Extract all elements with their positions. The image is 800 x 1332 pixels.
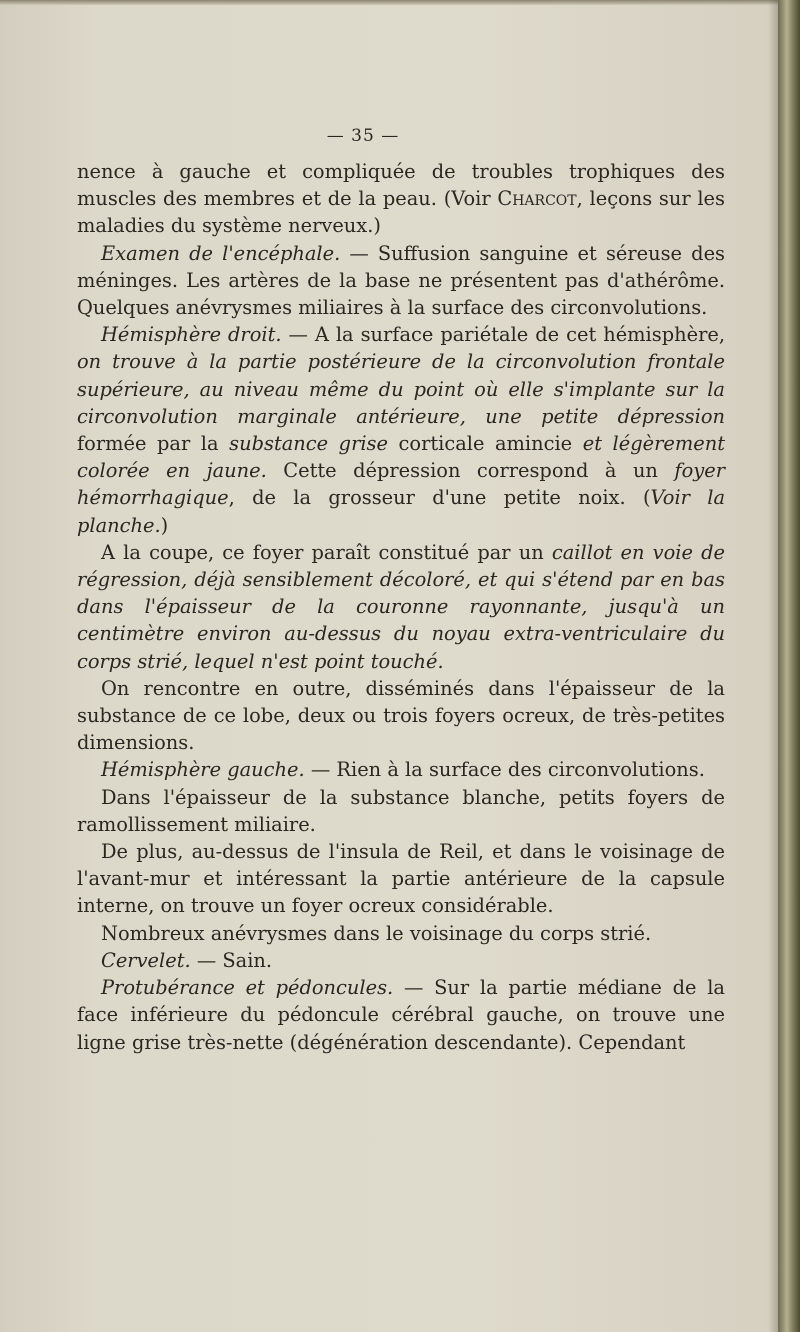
section-heading: Examen de l'encéphale. [101, 241, 341, 265]
binding-shadow [768, 0, 778, 1332]
section-heading: Hémisphère gauche. [101, 758, 305, 782]
paragraph-1: nence à gauche et compliquée de troubles trophiques des muscles des membres et de la peau. (Voir Charcot, leçons sur les maladies du système nerveux.) [77, 160, 725, 238]
paragraph-insula: De plus, au-dessus de l'insula de Reil, et dans le voisinage de l'avant-mur et intéressant la partie antérieure de la capsule interne, on trouve un foyer ocreux considérable. [77, 840, 725, 918]
page-top-edge [0, 0, 800, 5]
paragraph-substance-blanche: Dans l'épaisseur de la substance blanche, petits foyers de ramollissement miliaire. [77, 785, 725, 836]
section-heading: Cervelet. [101, 948, 191, 972]
paragraph-cervelet: Cervelet. — Sain. [101, 948, 273, 972]
paragraph-hemisphere-droit: Hémisphère droit. — A la surface pariétale de cet hémisphère, on trouve à la partie postérieure de la circonvolution frontale supérieure, au niveau même du point où elle s'implante sur la circonvolution marginale antérieure, une petite dépression formée par la substance grise corticale amincie et légèrement colorée en jaune. Cette dépression correspond à un foyer hémorrhagique, de la grosseur d'une petite noix. (Voir la planche.) [77, 323, 725, 537]
body-text [77, 158, 725, 1056]
paragraph-anevrysmes: Nombreux anévrysmes dans le voisinage du corps strié. [101, 921, 652, 945]
paragraph-foyers-ocreux: On rencontre en outre, disséminés dans l'épaisseur de la substance de ce lobe, deux ou trois foyers ocreux, de très-petites dimensions. [77, 676, 725, 755]
paragraph-encephale: Examen de l'encéphale. — Suffusion sanguine et séreuse des méninges. Les artères de la base ne présentent pas d'athérôme. Quelques anévrysmes miliaires à la surface des circonvolutions. [77, 241, 725, 320]
book-spine-edge [778, 0, 800, 1332]
paragraph-hemisphere-gauche: Hémisphère gauche. — Rien à la surface des circonvolutions. [101, 758, 705, 782]
section-heading: Protubérance et pédoncules. [101, 976, 394, 1000]
page-number: — 35 — [326, 126, 400, 146]
section-heading: Hémisphère droit. [101, 323, 282, 347]
author-reference: Charcot [497, 187, 577, 211]
paragraph-protuberance: Protubérance et pédoncules. — Sur la partie médiane de la face inférieure du pédoncule cérébral gauche, on trouve une ligne grise très-nette (dégénération descendante). Cependant [77, 976, 725, 1054]
paragraph-coupe: A la coupe, ce foyer paraît constitué par un caillot en voie de régression, déjà sensiblement décoloré, et qui s'étend par en bas dans l'épaisseur de la couronne rayonnante, jusqu'à un centimètre environ au-dessus du noyau extra-ventriculaire du corps strié, lequel n'est point touché. [77, 540, 725, 673]
